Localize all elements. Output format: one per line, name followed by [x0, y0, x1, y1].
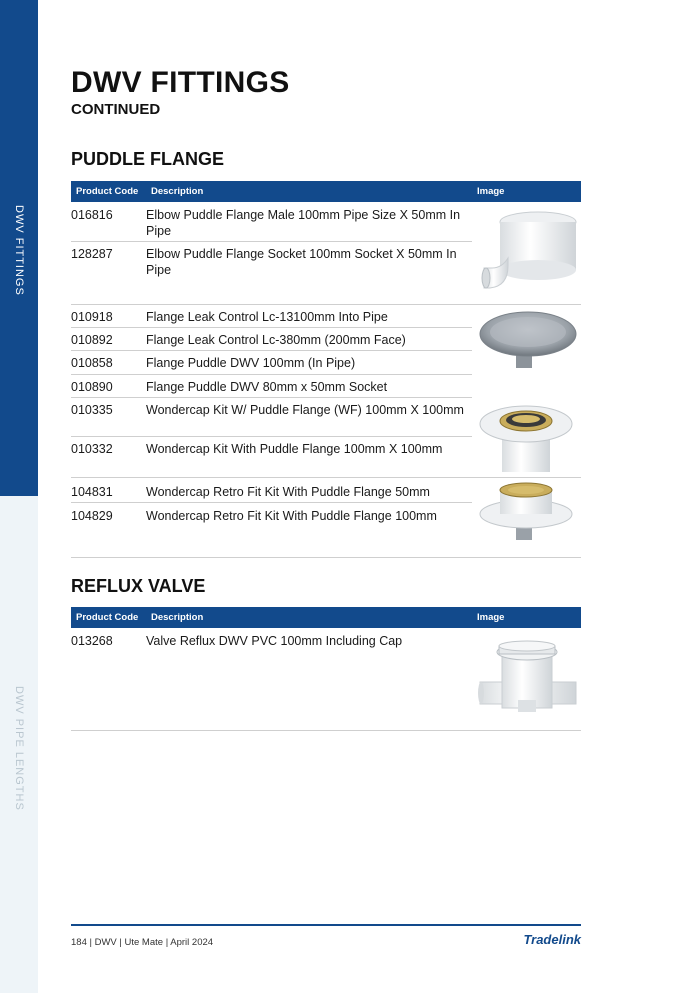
- row-divider: [71, 502, 472, 503]
- section-end-divider: [71, 557, 581, 558]
- footer-page-info: 184 | DWV | Ute Mate | April 2024: [71, 937, 214, 948]
- product-code: 010892: [71, 333, 113, 347]
- header-image: Image: [477, 186, 505, 197]
- product-code: 016816: [71, 208, 113, 222]
- product-description: Wondercap Kit With Puddle Flange 100mm X 100mm: [146, 442, 443, 456]
- table-header-reflux-valve: [71, 607, 581, 628]
- section-title-puddle-flange: PUDDLE FLANGE: [71, 149, 224, 169]
- product-description: Elbow Puddle Flange Male 100mm Pipe Size X 50mm In Pipe: [146, 208, 461, 238]
- reflux-valve-image: [478, 640, 580, 716]
- product-description: Flange Puddle DWV 100mm (In Pipe): [146, 356, 356, 370]
- tradelink-logo: Tradelink: [523, 932, 581, 947]
- product-description: Flange Leak Control Lc-13100mm Into Pipe: [146, 310, 388, 324]
- section-end-divider: [71, 730, 581, 731]
- product-code: 104829: [71, 509, 113, 523]
- header-description: Description: [151, 186, 204, 197]
- footer-divider: [71, 924, 581, 926]
- page-subtitle: CONTINUED: [71, 101, 161, 118]
- product-code: 010918: [71, 310, 113, 324]
- page-title: DWV FITTINGS: [71, 66, 290, 99]
- table-header-puddle-flange: [71, 181, 581, 202]
- row-divider: [71, 436, 472, 437]
- wondercap-kit-image: [478, 402, 580, 474]
- row-divider: [71, 241, 472, 242]
- product-code: 010332: [71, 442, 113, 456]
- product-description: Valve Reflux DWV PVC 100mm Including Cap: [146, 634, 403, 648]
- section-title-reflux-valve: REFLUX VALVE: [71, 576, 206, 596]
- header-description: Description: [151, 612, 204, 623]
- side-tab-label-active: DWV FITTINGS: [13, 205, 25, 296]
- product-code: 010858: [71, 356, 113, 370]
- row-divider: [71, 350, 472, 351]
- product-code: 010335: [71, 403, 113, 417]
- product-code: 013268: [71, 634, 113, 648]
- product-description: Wondercap Retro Fit Kit With Puddle Flange 100mm: [146, 509, 437, 523]
- product-description: Wondercap Retro Fit Kit With Puddle Flange 50mm: [146, 485, 430, 499]
- product-code: 128287: [71, 247, 113, 261]
- product-code: 010890: [71, 380, 113, 394]
- header-product-code: Product Code: [76, 186, 139, 197]
- side-tab-label-inactive: DWV PIPE LENGTHS: [13, 686, 25, 811]
- elbow-puddle-flange-image: [478, 208, 580, 300]
- group-divider: [71, 304, 581, 305]
- row-divider: [71, 327, 472, 328]
- group-divider: [71, 477, 581, 478]
- row-divider: [71, 397, 472, 398]
- wondercap-retro-fit-image: [478, 482, 580, 544]
- product-description: Elbow Puddle Flange Socket 100mm Socket X 50mm In Pipe: [146, 247, 457, 277]
- product-description: Flange Leak Control Lc-380mm (200mm Face): [146, 333, 406, 347]
- product-description: Flange Puddle DWV 80mm x 50mm Socket: [146, 380, 388, 394]
- row-divider: [71, 374, 472, 375]
- header-product-code: Product Code: [76, 612, 139, 623]
- product-description: Wondercap Kit W/ Puddle Flange (WF) 100mm X 100mm: [146, 403, 464, 417]
- product-code: 104831: [71, 485, 113, 499]
- leak-control-flange-image: [478, 310, 580, 372]
- header-image: Image: [477, 612, 505, 623]
